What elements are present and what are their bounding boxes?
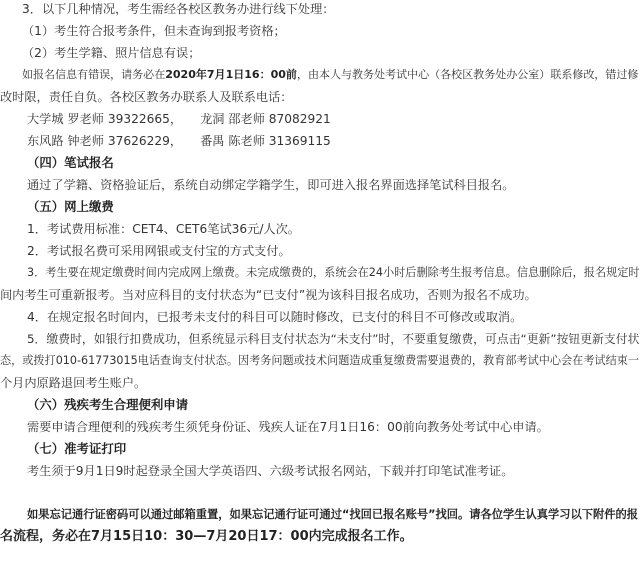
contact-longdong: 龙洞 邵老师 87082921	[200, 112, 331, 126]
item-3-text: 3．以下几种情况，考生需经各校区教务办进行线下处理：	[22, 2, 335, 16]
error-notice-continued: 改时限，责任自负。各校区教务办联系人及联系电话：	[0, 90, 293, 104]
contact-daxuecheng: 大学城 罗老师 39322665，	[27, 112, 183, 126]
contact-row-2	[27, 133, 331, 149]
error-notice-line	[22, 67, 638, 83]
section-6-heading: （六）残疾考生合理便利申请	[27, 397, 189, 412]
error-notice-text-a: 如报名信息有错误，请务必在	[22, 68, 166, 81]
item-3-1-text: （1）考生符合报考条件，但未查询到报考资格；	[22, 24, 286, 38]
section-4-heading: （四）笔试报名	[27, 155, 114, 170]
section-4-text: 通过了学籍、资格验证后，系统自动绑定学籍学生，即可进入报名界面选择笔试科目报名。	[27, 178, 515, 192]
contact-dongfenglu: 东风路 钟老师 37626229，	[27, 134, 183, 148]
fee-item-5-continued: 态，或拨打010-61773015电话查询支付状态。因考务问题或技术问题造成重复缴费需要退费的，教育部考试中心会在考试结束一	[0, 354, 640, 367]
fee-item-3-continued: 间内考生可重新报考。当对应科目的支付状态为“已支付”视为该科目报名成功，否则为报名不成功。	[0, 288, 537, 302]
section-6-text: 需要申请合理便利的残疾考生须凭身份证、残疾人证在7月1日16：00前向教务处考试中心申请。	[27, 420, 549, 434]
contact-row-1	[27, 111, 331, 127]
item-3-2-text: （2）考生学籍、照片信息有误；	[22, 46, 201, 60]
error-notice-text-c: ，由本人与教务处考试中心（各校区教务处办公室）联系修改，错过修	[296, 68, 639, 81]
fee-item-4: 4．在规定报名时间内，已报考未支付的科目可以随时修改，已支付的科目不可修改或取消。	[27, 310, 523, 324]
section-7-text: 考生须于9月1日9时起登录全国大学英语四、六级考试报名网站，下载并打印笔试准考证。	[27, 464, 514, 478]
section-7-heading: （七）准考证打印	[27, 441, 127, 456]
closing-notice: 如果忘记通行证密码可以通过邮箱重置，如果忘记通行证可通过“找回已报名账号”找回。请各位学生认真学习以下附件的报	[27, 508, 639, 521]
closing-notice-continued: 名流程，务必在7月15日10：30—7月20日17：00内完成报名工作。	[0, 529, 413, 544]
section-5-heading: （五）网上缴费	[27, 199, 114, 214]
fee-item-5-continued-2: 个月内原路退回考生账户。	[0, 376, 147, 390]
fee-item-1: 1．考试费用标准：CET4、CET6笔试36元/人次。	[27, 222, 300, 236]
fee-item-2: 2．考试报名费可采用网银或支付宝的方式支付。	[27, 244, 291, 258]
fee-item-5: 5．缴费时，如银行扣费成功，但系统显示科目支付状态为“未支付”时，不要重复缴费，可点击“更新”按钮更新支付状	[27, 332, 640, 346]
contact-panyu: 番禺 陈老师 31369115	[200, 134, 331, 148]
fee-item-3: 3．考生要在规定缴费时间内完成网上缴费。未完成缴费的，系统会在24小时后删除考生报考信息。信息删除后，报名规定时	[27, 266, 640, 279]
deadline-emphasis: 2020年7月1日16：00前	[165, 68, 297, 81]
